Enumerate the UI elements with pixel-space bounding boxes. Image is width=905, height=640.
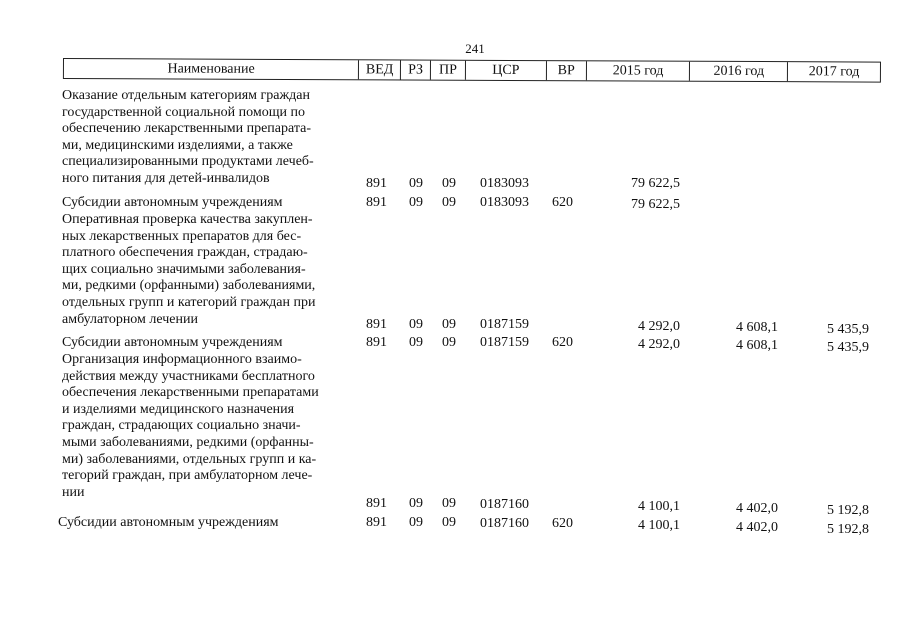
row-2015: 4 292,0 xyxy=(638,337,680,352)
row-rz: 09 xyxy=(409,317,423,332)
row-pr: 09 xyxy=(442,317,456,332)
row-2015: 4 292,0 xyxy=(638,319,680,334)
row-pr: 09 xyxy=(442,176,456,192)
header-name: Наименование xyxy=(64,59,359,79)
row-2016: 4 608,1 xyxy=(736,338,778,353)
row-2017: 5 435,9 xyxy=(827,340,869,355)
row-pr: 09 xyxy=(442,515,456,530)
row-rz: 09 xyxy=(409,515,423,530)
header-rz: РЗ xyxy=(401,60,431,79)
page-number: 241 xyxy=(465,41,485,56)
row-2015: 79 622,5 xyxy=(631,197,680,212)
row-2016: 4 402,0 xyxy=(736,501,778,516)
row-vr: 620 xyxy=(552,335,573,350)
row-ved: 891 xyxy=(366,496,387,511)
header-2017: 2017 год xyxy=(808,64,860,80)
row-ved: 891 xyxy=(366,335,387,350)
row-rz: 09 xyxy=(409,176,423,192)
row-csr: 0187159 xyxy=(480,317,529,332)
row-csr: 0183093 xyxy=(480,176,529,192)
row-csr: 0187160 xyxy=(480,516,529,531)
row-pr: 09 xyxy=(442,335,456,350)
row-csr: 0187160 xyxy=(480,497,529,512)
header-vr: ВР xyxy=(547,61,587,80)
row-rz: 09 xyxy=(409,195,423,210)
row-name: Субсидии автономным учреждениям xyxy=(62,335,283,350)
row-2016: 4 608,1 xyxy=(736,320,778,335)
row-ved: 891 xyxy=(366,176,387,192)
row-csr: 0187159 xyxy=(480,335,529,350)
row-2017: 5 192,8 xyxy=(827,522,869,537)
row-name: Субсидии автономным учреждениям xyxy=(62,195,283,210)
header-pr: ПР xyxy=(431,61,466,80)
row-pr: 09 xyxy=(442,195,456,210)
row-2016: 4 402,0 xyxy=(736,520,778,535)
row-name: Оперативная проверка качества закуплен- ных лекарственных препаратов для бес- платного обеспечения граждан, страдаю- щих социально значимыми заболевания- ми, редкими (орфанными) заболеваниями, отдельных групп и категорий граждан при амбулаторном лечении xyxy=(62,212,316,327)
row-csr: 0183093 xyxy=(480,195,529,210)
row-pr: 09 xyxy=(442,496,456,511)
header-2015: 2015 год xyxy=(587,61,691,80)
row-rz: 09 xyxy=(409,335,423,350)
row-vr: 620 xyxy=(552,195,573,210)
row-rz: 09 xyxy=(409,496,423,511)
row-name: Организация информационного взаимо- действия между участниками бесплатного обеспечения лекарственными препаратами и изделиями медицинского назначения граждан, страдающих социально значи- мыми заболеваниями, редкими (орфанны- ми) заболеваниями, отдельных групп и ка- тегорий граждан, при амбулаторном лече- нии xyxy=(62,352,319,500)
row-ved: 891 xyxy=(366,515,387,530)
row-name: Субсидии автономным учреждениям xyxy=(58,515,279,530)
row-2017: 5 435,9 xyxy=(827,322,869,337)
row-2017: 5 192,8 xyxy=(827,503,869,518)
row-ved: 891 xyxy=(366,195,387,210)
row-vr: 620 xyxy=(552,516,573,531)
header-csr: ЦСР xyxy=(466,61,547,80)
header-ved: ВЕД xyxy=(359,60,401,79)
row-2015: 79 622,5 xyxy=(631,176,680,192)
header-2016: 2016 год xyxy=(690,62,788,81)
row-2015: 4 100,1 xyxy=(638,499,680,514)
row-name: Оказание отдельным категориям граждан государственной социальной помощи по обеспечению лекарственными препарата- ми, медицинскими изделиями, а также специализированными продуктами лечеб- ного питания для детей-инвалидов xyxy=(62,88,314,186)
row-2015: 4 100,1 xyxy=(638,518,680,533)
row-ved: 891 xyxy=(366,317,387,332)
